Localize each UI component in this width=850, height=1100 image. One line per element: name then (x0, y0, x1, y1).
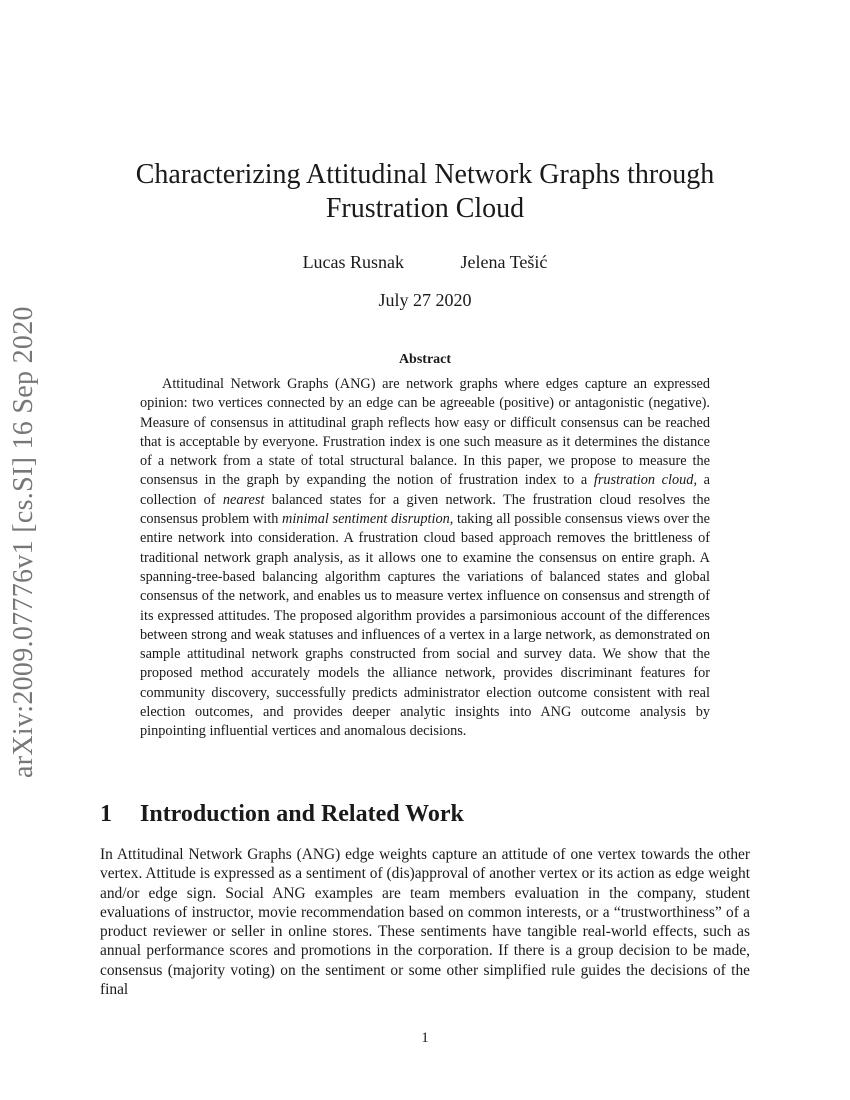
author-list (100, 250, 750, 274)
abstract-text (140, 375, 710, 742)
section-heading (100, 798, 750, 830)
abstract-emphasis: frustration cloud (593, 472, 694, 489)
paper-title-line-2: Frustration Cloud (325, 193, 525, 224)
paper-title (100, 158, 750, 226)
paper-title-line-1: Characterizing Attitudinal Network Graphs through (135, 159, 715, 190)
author-name: Lucas Rusnak (302, 252, 405, 272)
section-number: 1 (100, 801, 112, 827)
abstract-text-segment: , a collection of (140, 472, 710, 508)
paper-date: July 27 2020 (378, 290, 472, 310)
arxiv-identifier-stamp: arXiv:2009.07776v1 [cs.SI] 16 Sep 2020 (8, 306, 39, 778)
section-title: Introduction and Related Work (140, 801, 464, 827)
author-name: Jelena Tešić (460, 252, 548, 272)
abstract-text-segment: , taking all possible consensus views over the entire network into consideration. A frustration cloud based approach removes the brittleness of traditional network graph analysis, as it allows one to examine the consensus on entire graph. A spanning-tree-based balancing algorithm captures the variations of balanced states and global consensus of the network, and enables us to measure vertex influence on consensus and strength of its expressed attitudes. The proposed algorithm provides a parsimonious account of the differences between strong and weak statuses and influences of a vertex in a large network, as demonstrated on sample attitudinal network graphs constructed from social and survey data. We show that the proposed method accurately models the alliance network, provides discriminant features for community discovery, successfully predicts administrator election outcome consistent with real election outcomes, and provides deeper analytic insights into ANG outcome analysis by pinpointing influential vertices and anomalous decisions. (140, 511, 710, 740)
introduction-paragraph: In Attitudinal Network Graphs (ANG) edge weights capture an attitude of one vertex towards the other vertex. Attitude is expressed as a sentiment of (dis)approval of another vertex or its action as edge weight and/or edge sign. Social ANG examples are team members evaluation in the company, student evaluations of instructor, movie recommendation based on common interests, or a “trustworthiness” of a product reviewer or seller in online stores. These sentiments have tangible real-world effects, such as annual performance scores and promotions in the corporation. If there is a group decision to be made, consensus (majority voting) on the sentiment or some other simplified rule guides the decisions of the final (100, 846, 750, 999)
abstract-emphasis: minimal sentiment disruption (282, 511, 450, 528)
abstract-emphasis: nearest (222, 491, 265, 508)
abstract-text-segment: Attitudinal Network Graphs (ANG) are network graphs where edges capture an expressed opinion: two vertices connected by an edge can be agreeable (positive) or antagonistic (negative). Measure of consensus in attitudinal graph reflects how easy or difficult consensus can be reached that is acceptable by everyone. Frustration index is one such measure as it determines the distance of a network from a state of total structural balance. In this paper, we propose to measure the consensus in the graph by expanding the notion of frustration index to a (140, 376, 710, 489)
abstract-text-segment: balanced states for a given network. The frustration cloud resolves the consensus problem with (140, 491, 711, 528)
abstract-heading: Abstract (398, 352, 452, 367)
page-number: 1 (421, 1030, 429, 1046)
